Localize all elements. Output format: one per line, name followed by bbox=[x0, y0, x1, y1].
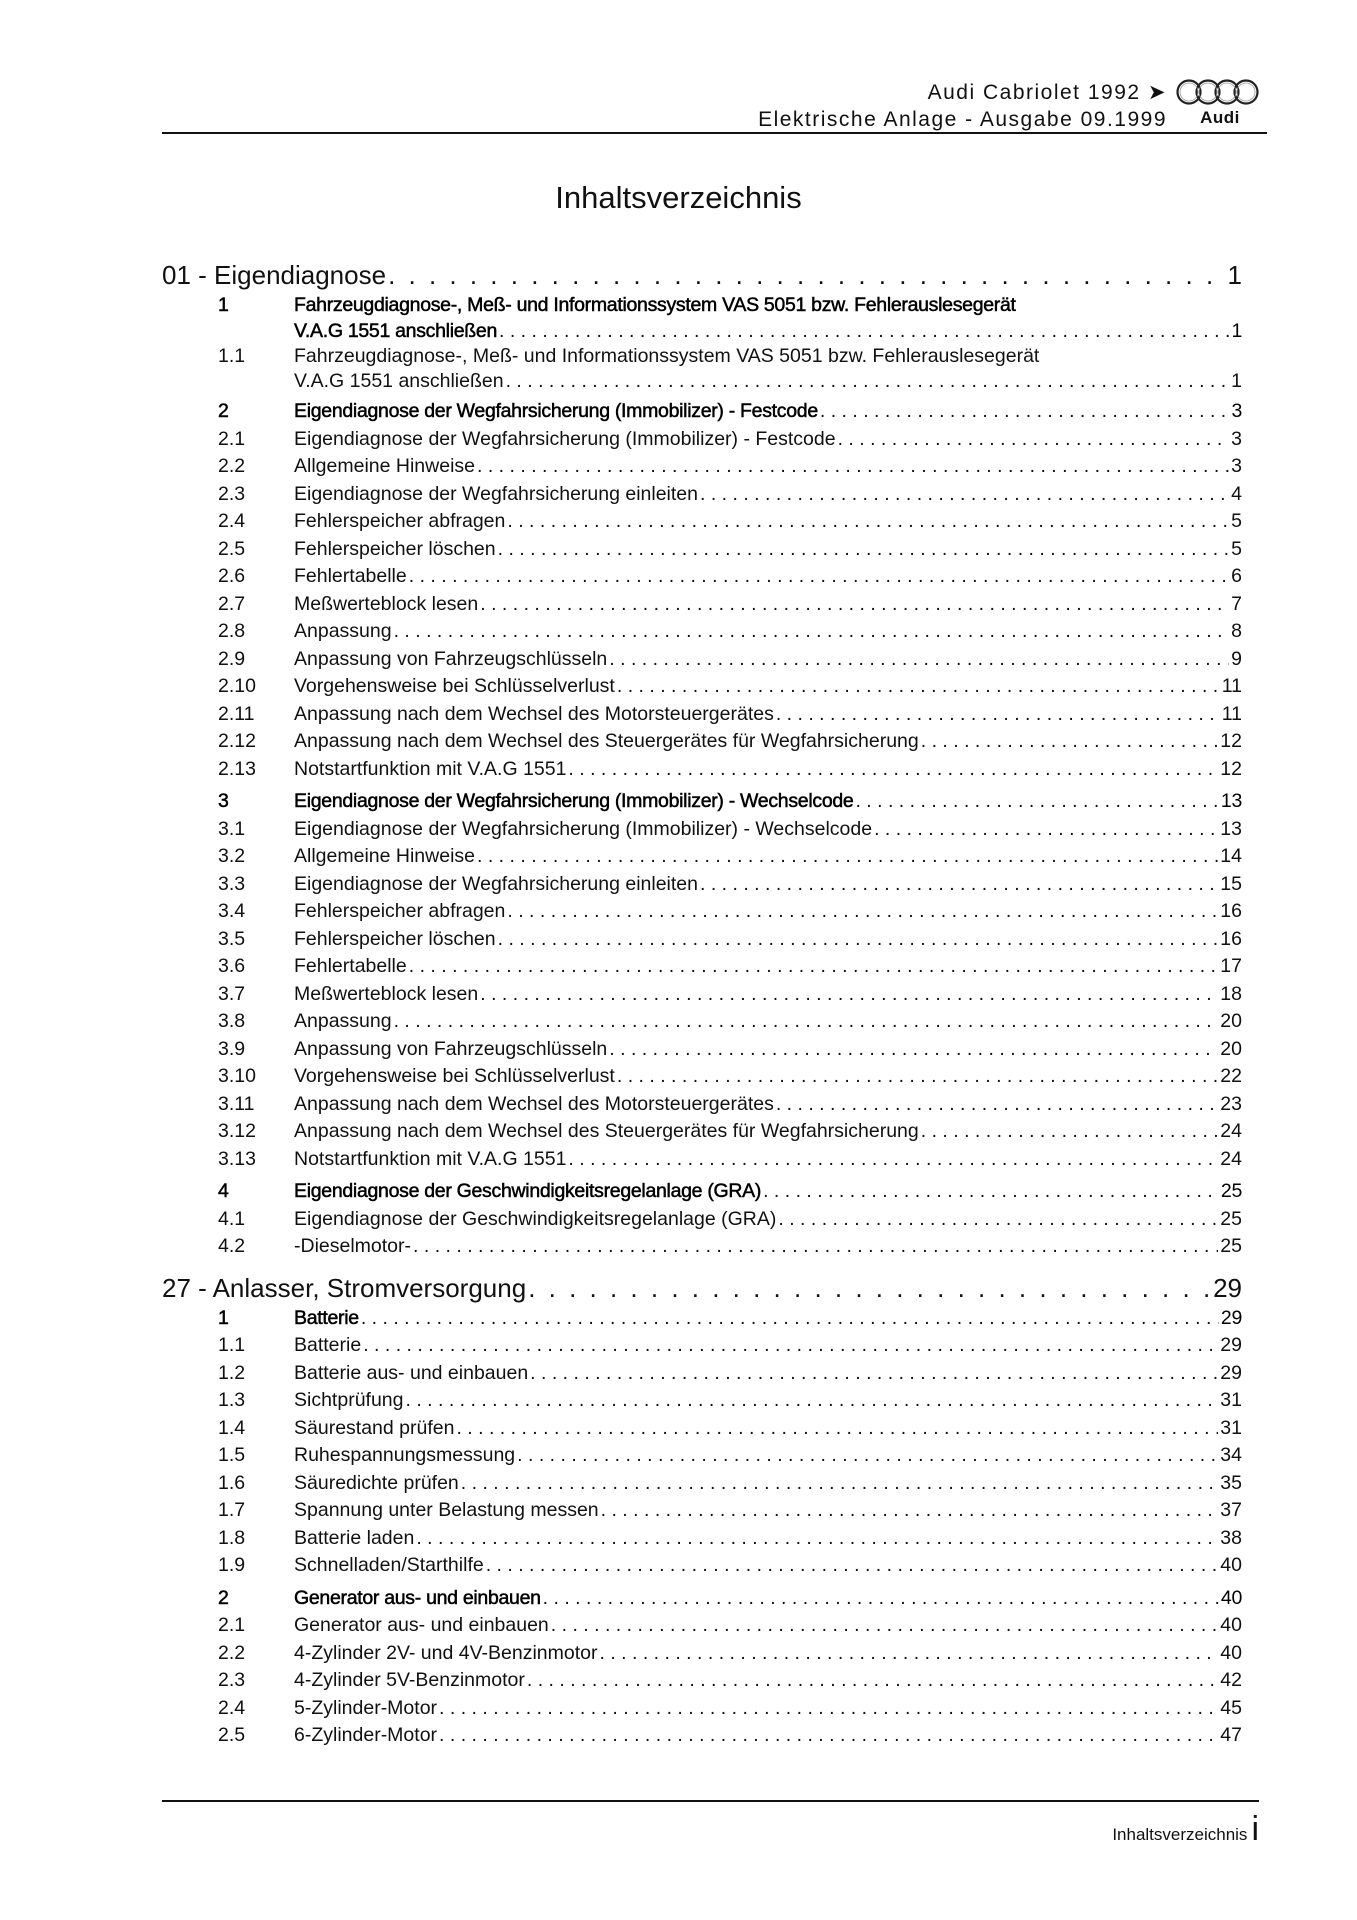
dot-leader bbox=[361, 1305, 1219, 1333]
dot-leader bbox=[551, 1612, 1219, 1640]
entry-number: 2.3 bbox=[218, 482, 246, 505]
dot-leader bbox=[700, 871, 1218, 899]
dot-leader bbox=[461, 1470, 1219, 1498]
entry-title: Batterie aus- und einbauen bbox=[294, 1361, 529, 1384]
entry-title: Anpassung bbox=[294, 620, 392, 642]
entry-page-number: 40 bbox=[1220, 1614, 1242, 1636]
entry-title: Spannung unter Belastung messen bbox=[294, 1499, 599, 1521]
entry-page-number: 29 bbox=[1220, 1306, 1242, 1329]
toc-entry-link[interactable] bbox=[162, 756, 1242, 784]
entry-page-number: 5 bbox=[1231, 510, 1242, 532]
toc-entry-link[interactable] bbox=[162, 1442, 1242, 1470]
dot-leader bbox=[477, 453, 1229, 481]
entry-page-number: 1 bbox=[1231, 319, 1242, 342]
entry-page-number: 40 bbox=[1220, 1641, 1242, 1664]
toc-entry-link[interactable] bbox=[162, 481, 1242, 509]
dot-leader bbox=[528, 1271, 1211, 1305]
toc-entry-link[interactable] bbox=[162, 1470, 1242, 1498]
entry-title: Schnelladen/Starthilfe bbox=[294, 1554, 484, 1576]
dot-leader bbox=[921, 1118, 1219, 1146]
entry-page-number: 25 bbox=[1220, 1235, 1242, 1257]
header-rule bbox=[162, 132, 1267, 134]
entry-number: 3.1 bbox=[218, 817, 246, 840]
entry-title: Fehlerspeicher abfragen bbox=[294, 510, 506, 532]
entry-title: Sichtprüfung bbox=[294, 1389, 404, 1411]
entry-page-number: 8 bbox=[1231, 620, 1242, 642]
entry-number: 2 bbox=[218, 400, 229, 422]
dot-leader bbox=[498, 926, 1219, 954]
dot-leader bbox=[778, 1206, 1218, 1234]
toc-entry-link[interactable] bbox=[162, 1036, 1242, 1064]
toc-entry-link[interactable] bbox=[162, 1332, 1242, 1360]
dot-leader bbox=[409, 563, 1229, 591]
toc-entry-link[interactable] bbox=[162, 1063, 1242, 1091]
dot-leader bbox=[498, 536, 1230, 564]
entry-number: 1 bbox=[218, 1306, 229, 1329]
entry-page-number: 25 bbox=[1220, 1207, 1242, 1230]
entry-page-number: 20 bbox=[1220, 1010, 1242, 1032]
entry-number: 4 bbox=[218, 1180, 229, 1202]
entry-title: Fehlerspeicher abfragen bbox=[294, 900, 506, 922]
entry-page-number: 35 bbox=[1220, 1471, 1242, 1494]
dot-leader bbox=[499, 320, 1229, 343]
toc-entry-link[interactable] bbox=[162, 1497, 1242, 1525]
toc-entry-link[interactable] bbox=[162, 1091, 1242, 1119]
toc-entry-link[interactable] bbox=[162, 1118, 1242, 1146]
entry-title: Anpassung bbox=[294, 1010, 392, 1032]
spacer bbox=[162, 1261, 1242, 1271]
entry-page-number: 16 bbox=[1220, 927, 1242, 950]
dot-leader bbox=[820, 398, 1230, 426]
toc-entry-link[interactable] bbox=[162, 926, 1242, 954]
entry-title: Fehlertabelle bbox=[294, 955, 407, 977]
entry-number: 2.4 bbox=[218, 1696, 246, 1719]
entry-title: Eigendiagnose der Wegfahrsicherung (Immobilizer) - Wechselcode bbox=[294, 817, 873, 840]
footer-section-label: Inhaltsverzeichnis bbox=[1112, 1825, 1248, 1844]
entry-number: 1.2 bbox=[218, 1361, 246, 1384]
entry-title: Ruhespannungsmessung bbox=[294, 1444, 516, 1466]
toc-entry-link[interactable] bbox=[162, 673, 1242, 701]
entry-page-number: 3 bbox=[1231, 400, 1242, 422]
entry-number: 3.8 bbox=[218, 1010, 246, 1032]
entry-title: Batterie bbox=[294, 1306, 359, 1329]
toc-entry-link[interactable] bbox=[162, 1612, 1242, 1640]
entry-title: Anpassung nach dem Wechsel des Motorsteuergerätes bbox=[294, 702, 774, 725]
dot-leader bbox=[700, 481, 1229, 509]
entry-page-number: 11 bbox=[1221, 675, 1242, 697]
entry-title: Fehlertabelle bbox=[294, 565, 407, 587]
entry-page-number: 3 bbox=[1231, 455, 1242, 477]
toc-entry-link[interactable] bbox=[162, 1206, 1242, 1234]
entry-page-number: 12 bbox=[1220, 757, 1242, 780]
dot-leader bbox=[763, 1178, 1219, 1206]
toc-entry-link[interactable] bbox=[162, 563, 1242, 591]
toc-entry-link[interactable] bbox=[162, 1415, 1242, 1443]
dot-leader bbox=[543, 1585, 1219, 1613]
entry-title: -Dieselmotor- bbox=[294, 1235, 412, 1257]
entry-number: 2.1 bbox=[218, 427, 246, 450]
entry-page-number: 9 bbox=[1231, 647, 1242, 670]
dot-leader bbox=[394, 618, 1230, 646]
dot-leader bbox=[617, 673, 1220, 701]
dot-leader bbox=[439, 1722, 1218, 1750]
dot-leader bbox=[609, 646, 1229, 674]
entry-number: 1.7 bbox=[218, 1499, 246, 1521]
entry-page-number: 23 bbox=[1220, 1092, 1242, 1115]
entry-number: 2.9 bbox=[218, 647, 246, 670]
entry-number: 2.6 bbox=[218, 565, 246, 587]
toc-entry-link[interactable] bbox=[162, 728, 1242, 756]
entry-page-number: 40 bbox=[1220, 1586, 1242, 1609]
entry-number: 4.1 bbox=[218, 1207, 246, 1230]
dot-leader bbox=[506, 370, 1230, 393]
entry-title: Batterie laden bbox=[294, 1526, 415, 1549]
entry-title: 6-Zylinder-Motor bbox=[294, 1724, 438, 1746]
toc-entry-link[interactable] bbox=[162, 871, 1242, 899]
toc-entry-link[interactable] bbox=[162, 508, 1242, 536]
entry-title: Batterie bbox=[294, 1334, 362, 1356]
entry-title: Eigendiagnose der Wegfahrsicherung einleiten bbox=[294, 482, 698, 505]
dot-leader bbox=[776, 1091, 1218, 1119]
entry-number: 2 bbox=[218, 1586, 229, 1609]
entry-number: 2.8 bbox=[218, 620, 246, 642]
entry-number: 1 bbox=[218, 294, 229, 316]
dot-leader bbox=[517, 1442, 1218, 1470]
toc-entry-link[interactable] bbox=[162, 292, 1242, 343]
entry-page-number: 45 bbox=[1220, 1696, 1242, 1719]
entry-number: 2.2 bbox=[218, 455, 246, 477]
page-title: Inhaltsverzeichnis bbox=[555, 180, 802, 215]
dot-leader bbox=[838, 426, 1230, 454]
toc-entry-link[interactable] bbox=[162, 1387, 1242, 1415]
entry-page-number: 22 bbox=[1220, 1065, 1242, 1087]
entry-page-number: 31 bbox=[1220, 1389, 1242, 1411]
toc-entry-link[interactable] bbox=[162, 953, 1242, 981]
toc-entry-link[interactable] bbox=[162, 426, 1242, 454]
toc-entry-link[interactable] bbox=[162, 1360, 1242, 1388]
entry-title: Meßwerteblock lesen bbox=[294, 982, 479, 1005]
entry-page-number: 15 bbox=[1220, 872, 1242, 895]
toc-entry-link[interactable] bbox=[162, 398, 1242, 426]
entry-page-number: 4 bbox=[1231, 482, 1242, 505]
page-footer bbox=[1112, 1812, 1259, 1846]
dot-leader bbox=[874, 816, 1218, 844]
entry-page-number: 1 bbox=[1231, 370, 1242, 392]
entry-title: Eigendiagnose der Wegfahrsicherung (Immobilizer) - Festcode bbox=[294, 400, 818, 422]
entry-title: Säurestand prüfen bbox=[294, 1416, 455, 1439]
dot-leader bbox=[776, 701, 1220, 729]
toc-entry-link[interactable] bbox=[162, 1525, 1242, 1553]
toc-chapter-link[interactable] bbox=[162, 258, 1242, 292]
entry-number: 2.12 bbox=[218, 730, 256, 752]
dot-leader bbox=[617, 1063, 1218, 1091]
chapter-title: 01 - Eigendiagnose bbox=[162, 260, 387, 290]
table-of-contents bbox=[162, 258, 1242, 1750]
entry-number: 3.11 bbox=[218, 1092, 255, 1115]
footer-rule bbox=[162, 1800, 1259, 1802]
entry-page-number: 13 bbox=[1220, 790, 1242, 812]
entry-title: Eigendiagnose der Wegfahrsicherung (Immobilizer) - Wechselcode bbox=[294, 790, 854, 812]
audi-rings-icon bbox=[1175, 78, 1261, 108]
dot-leader bbox=[568, 756, 1218, 784]
entry-page-number: 29 bbox=[1220, 1361, 1242, 1384]
entry-title: Eigendiagnose der Geschwindigkeitsregelanlage (GRA) bbox=[294, 1180, 762, 1202]
entry-number: 2.7 bbox=[218, 592, 246, 615]
entry-number: 3.3 bbox=[218, 872, 246, 895]
toc-entry-link[interactable] bbox=[162, 1233, 1242, 1261]
entry-page-number: 18 bbox=[1220, 982, 1242, 1005]
entry-title: Anpassung von Fahrzeugschlüsseln bbox=[294, 1037, 608, 1060]
dot-leader bbox=[527, 1667, 1218, 1695]
dot-leader bbox=[406, 1387, 1219, 1415]
entry-number: 2.2 bbox=[218, 1641, 246, 1664]
toc-entry-link[interactable] bbox=[162, 1305, 1242, 1333]
toc-entry-link[interactable] bbox=[162, 1585, 1242, 1613]
toc-entry-link[interactable] bbox=[162, 843, 1242, 871]
dot-leader bbox=[409, 953, 1219, 981]
entry-page-number: 5 bbox=[1231, 537, 1242, 560]
entry-page-number: 14 bbox=[1220, 845, 1242, 867]
chapter-page-number: 1 bbox=[1227, 260, 1242, 290]
toc-entry-link[interactable] bbox=[162, 591, 1242, 619]
entry-title: Fehlerspeicher löschen bbox=[294, 537, 496, 560]
entry-number: 4.2 bbox=[218, 1235, 246, 1257]
toc-entry-link[interactable] bbox=[162, 1667, 1242, 1695]
entry-title: V.A.G 1551 anschließen bbox=[294, 319, 497, 342]
entry-page-number: 40 bbox=[1220, 1554, 1242, 1576]
toc-entry-link[interactable] bbox=[162, 1146, 1242, 1174]
dot-leader bbox=[855, 788, 1218, 816]
dot-leader bbox=[601, 1497, 1219, 1525]
dot-leader bbox=[456, 1415, 1218, 1443]
entry-number: 3.10 bbox=[218, 1065, 256, 1087]
toc-entry-link[interactable] bbox=[162, 1008, 1242, 1036]
chapter-title: 27 - Anlasser, Stromversorgung bbox=[162, 1272, 527, 1303]
entry-number: 2.11 bbox=[218, 702, 255, 725]
entry-number: 3.4 bbox=[218, 900, 246, 922]
entry-title: Anpassung nach dem Wechsel des Steuergerätes für Wegfahrsicherung bbox=[294, 730, 919, 752]
page-header bbox=[162, 76, 1267, 134]
entry-page-number: 3 bbox=[1231, 427, 1242, 450]
dot-leader bbox=[530, 1360, 1218, 1388]
toc-entry-link[interactable] bbox=[162, 701, 1242, 729]
entry-title: Vorgehensweise bei Schlüsselverlust bbox=[294, 675, 615, 697]
header-edition: Elektrische Anlage - Ausgabe 09.1999 bbox=[758, 108, 1167, 131]
entry-number: 3.6 bbox=[218, 955, 246, 977]
toc-entry-link[interactable] bbox=[162, 536, 1242, 564]
entry-number: 3.7 bbox=[218, 982, 246, 1005]
toc-entry-link[interactable] bbox=[162, 618, 1242, 646]
dot-leader bbox=[480, 981, 1218, 1009]
entry-title: Eigendiagnose der Geschwindigkeitsregelanlage (GRA) bbox=[294, 1207, 777, 1230]
dot-leader bbox=[388, 258, 1225, 292]
entry-number: 3.12 bbox=[218, 1120, 256, 1142]
audi-wordmark: Audi bbox=[1200, 108, 1240, 127]
entry-page-number: 16 bbox=[1220, 900, 1242, 922]
toc-entry-link[interactable] bbox=[162, 788, 1242, 816]
entry-number: 1.3 bbox=[218, 1389, 246, 1411]
chapter-page-number: 29 bbox=[1213, 1272, 1242, 1303]
dot-leader bbox=[394, 1008, 1219, 1036]
toc-entry-link[interactable] bbox=[162, 343, 1242, 394]
dot-leader bbox=[486, 1552, 1219, 1580]
dot-leader bbox=[480, 591, 1229, 619]
entry-number: 1.4 bbox=[218, 1416, 246, 1439]
entry-title: V.A.G 1551 anschließen bbox=[294, 370, 504, 392]
entry-number: 2.13 bbox=[218, 757, 256, 780]
footer-page-marker: i bbox=[1251, 1810, 1259, 1848]
toc-entry-link[interactable] bbox=[162, 453, 1242, 481]
entry-page-number: 38 bbox=[1220, 1526, 1242, 1549]
dot-leader bbox=[921, 728, 1219, 756]
entry-number: 3 bbox=[218, 790, 229, 812]
entry-number: 2.4 bbox=[218, 510, 246, 532]
toc-entry-link[interactable] bbox=[162, 816, 1242, 844]
entry-title: Säuredichte prüfen bbox=[294, 1471, 459, 1494]
entry-page-number: 29 bbox=[1220, 1334, 1242, 1356]
toc-entry-link[interactable] bbox=[162, 1178, 1242, 1206]
dot-leader bbox=[609, 1036, 1218, 1064]
header-model-title: Audi Cabriolet 1992 ➤ bbox=[927, 81, 1167, 104]
entry-page-number: 37 bbox=[1220, 1499, 1242, 1521]
entry-page-number: 25 bbox=[1220, 1180, 1242, 1202]
entry-title: 4-Zylinder 5V-Benzinmotor bbox=[294, 1669, 525, 1691]
entry-page-number: 7 bbox=[1231, 592, 1242, 615]
dot-leader bbox=[477, 843, 1218, 871]
entry-number: 2.3 bbox=[218, 1669, 246, 1691]
entry-number: 2.5 bbox=[218, 537, 246, 560]
toc-entry-link[interactable] bbox=[162, 898, 1242, 926]
entry-title: Allgemeine Hinweise bbox=[294, 455, 476, 477]
entry-number: 3.9 bbox=[218, 1037, 246, 1060]
entry-number: 1.8 bbox=[218, 1526, 246, 1549]
entry-number: 2.1 bbox=[218, 1614, 246, 1636]
dot-leader bbox=[363, 1332, 1218, 1360]
entry-page-number: 24 bbox=[1220, 1120, 1242, 1142]
entry-page-number: 11 bbox=[1221, 702, 1242, 725]
entry-page-number: 12 bbox=[1220, 730, 1242, 752]
dot-leader bbox=[507, 898, 1218, 926]
entry-number: 1.1 bbox=[218, 344, 246, 367]
entry-title: Eigendiagnose der Wegfahrsicherung einleiten bbox=[294, 872, 698, 895]
entry-title: Meßwerteblock lesen bbox=[294, 592, 479, 615]
dot-leader bbox=[413, 1233, 1218, 1261]
toc-entry-link[interactable] bbox=[162, 646, 1242, 674]
toc-chapter-link[interactable] bbox=[162, 1271, 1242, 1305]
entry-page-number: 42 bbox=[1220, 1669, 1242, 1691]
entry-page-number: 17 bbox=[1220, 955, 1242, 977]
entry-title-line1: Fahrzeugdiagnose-, Meß- und Informationssystem VAS 5051 bzw. Fehlerauslesegerät bbox=[294, 294, 1016, 316]
entry-title: 4-Zylinder 2V- und 4V-Benzinmotor bbox=[294, 1641, 598, 1664]
entry-title: Notstartfunktion mit V.A.G 1551 bbox=[294, 1147, 567, 1170]
toc-entry-link[interactable] bbox=[162, 1552, 1242, 1580]
toc-entry-link[interactable] bbox=[162, 1695, 1242, 1723]
entry-page-number: 6 bbox=[1231, 565, 1242, 587]
dot-leader bbox=[416, 1525, 1218, 1553]
entry-page-number: 24 bbox=[1220, 1147, 1242, 1170]
dot-leader bbox=[507, 508, 1229, 536]
entry-title: Allgemeine Hinweise bbox=[294, 845, 476, 867]
entry-number: 1.9 bbox=[218, 1554, 246, 1576]
entry-page-number: 13 bbox=[1220, 817, 1242, 840]
dot-leader bbox=[600, 1640, 1219, 1668]
entry-page-number: 34 bbox=[1220, 1444, 1242, 1466]
entry-title: Vorgehensweise bei Schlüsselverlust bbox=[294, 1065, 615, 1087]
entry-title: Anpassung nach dem Wechsel des Motorsteuergerätes bbox=[294, 1092, 774, 1115]
entry-number: 1.6 bbox=[218, 1471, 246, 1494]
entry-page-number: 31 bbox=[1220, 1416, 1242, 1439]
entry-number: 3.5 bbox=[218, 927, 246, 950]
entry-title: Anpassung nach dem Wechsel des Steuergerätes für Wegfahrsicherung bbox=[294, 1120, 919, 1142]
entry-title: Fehlerspeicher löschen bbox=[294, 927, 496, 950]
entry-number: 2.10 bbox=[218, 675, 256, 697]
entry-number: 3.13 bbox=[218, 1147, 256, 1170]
entry-title: Generator aus- und einbauen bbox=[294, 1614, 549, 1636]
entry-title: Generator aus- und einbauen bbox=[294, 1586, 541, 1609]
entry-title: Anpassung von Fahrzeugschlüsseln bbox=[294, 647, 608, 670]
entry-title: Eigendiagnose der Wegfahrsicherung (Immobilizer) - Festcode bbox=[294, 427, 836, 450]
entry-title-line1: Fahrzeugdiagnose-, Meß- und Informationssystem VAS 5051 bzw. Fehlerauslesegerät bbox=[294, 344, 1040, 367]
dot-leader bbox=[568, 1146, 1218, 1174]
entry-number: 3.2 bbox=[218, 845, 246, 867]
dot-leader bbox=[439, 1695, 1218, 1723]
entry-title: Notstartfunktion mit V.A.G 1551 bbox=[294, 757, 567, 780]
entry-title: 5-Zylinder-Motor bbox=[294, 1696, 438, 1719]
toc-entry-link[interactable] bbox=[162, 981, 1242, 1009]
entry-page-number: 20 bbox=[1220, 1037, 1242, 1060]
toc-entry-link[interactable] bbox=[162, 1722, 1242, 1750]
entry-number: 1.5 bbox=[218, 1444, 246, 1466]
entry-number: 2.5 bbox=[218, 1724, 246, 1746]
toc-entry-link[interactable] bbox=[162, 1640, 1242, 1668]
entry-page-number: 47 bbox=[1220, 1724, 1242, 1746]
entry-number: 1.1 bbox=[218, 1334, 246, 1356]
